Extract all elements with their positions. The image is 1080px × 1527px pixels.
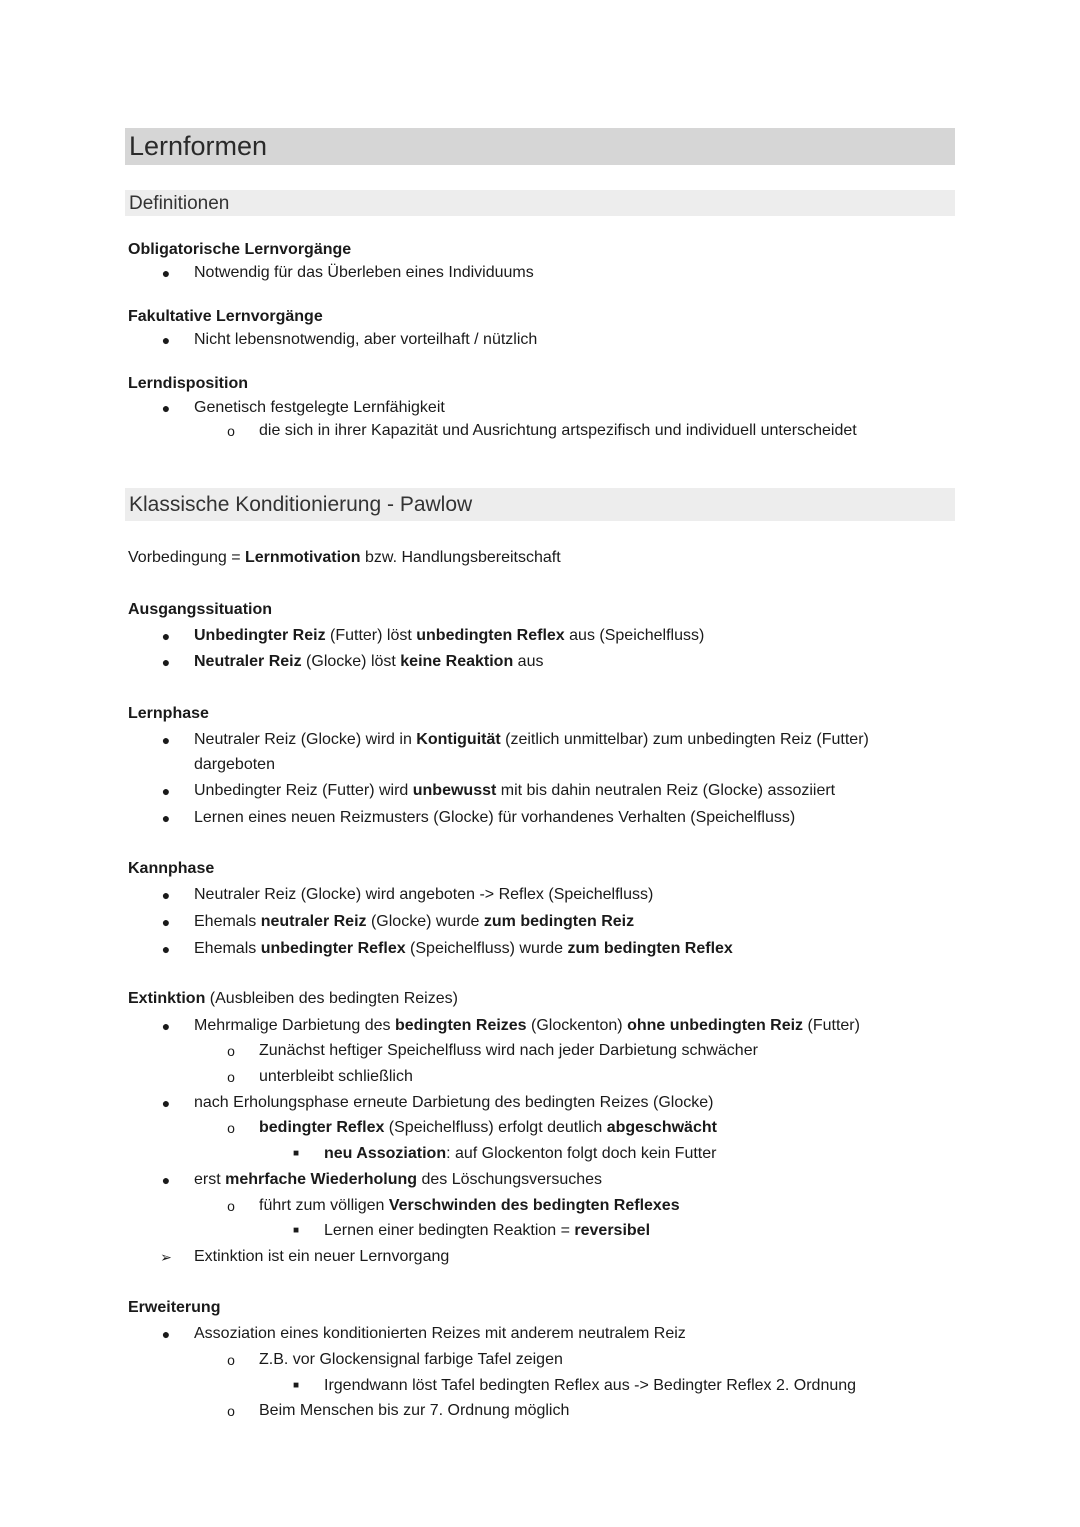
list-item: erst mehrfache Wiederholung des Löschungsversuches (194, 1171, 603, 1188)
list-subitem: führt zum völligen Verschwinden des bedingten Reflexes (259, 1197, 680, 1214)
list-item: Neutraler Reiz (Glocke) löst keine Reaktion aus (194, 653, 544, 670)
bullet-marker: ● (161, 941, 171, 957)
list-item: Genetisch festgelegte Lernfähigkeit (194, 399, 445, 416)
bullet-marker: ● (161, 1326, 171, 1342)
circle-marker: o (227, 1120, 235, 1136)
heading-erweiterung: Erweiterung (128, 1299, 221, 1316)
heading-lernphase: Lernphase (128, 705, 209, 722)
heading-lerndisposition: Lerndisposition (128, 375, 248, 392)
heading-fakultativ: Fakultative Lernvorgänge (128, 308, 323, 325)
square-marker: ■ (292, 1225, 300, 1236)
list-item-continuation: dargeboten (194, 756, 275, 773)
list-item: Unbedingter Reiz (Futter) wird unbewusst mit bis dahin neutralen Reiz (Glocke) assoziiert (194, 782, 836, 799)
bullet-marker: ● (161, 265, 171, 281)
bullet-marker: ● (161, 1095, 171, 1111)
heading-extinktion: Extinktion (Ausbleiben des bedingten Reizes) (128, 990, 458, 1007)
page-title: Lernformen (125, 128, 955, 165)
bullet-marker: ● (161, 732, 171, 748)
list-subsubitem: neu Assoziation: auf Glockenton folgt doch kein Futter (324, 1145, 717, 1162)
bullet-marker: ● (161, 783, 171, 799)
list-item: Notwendig für das Überleben eines Individuums (194, 264, 534, 281)
list-item: Nicht lebensnotwendig, aber vorteilhaft / nützlich (194, 331, 538, 348)
heading-obligatorisch: Obligatorische Lernvorgänge (128, 241, 352, 258)
bullet-marker: ● (161, 400, 171, 416)
circle-marker: o (227, 1198, 235, 1214)
list-subitem: Z.B. vor Glockensignal farbige Tafel zeigen (259, 1351, 563, 1368)
square-marker: ■ (292, 1380, 300, 1391)
list-item: Mehrmalige Darbietung des bedingten Reizes (Glockenton) ohne unbedingten Reiz (Futter) (194, 1017, 860, 1034)
list-subitem: die sich in ihrer Kapazität und Ausrichtung artspezifisch und individuell unterscheidet (259, 422, 857, 439)
bullet-marker: ● (161, 332, 171, 348)
list-item: Assoziation eines konditionierten Reizes mit anderem neutralem Reiz (194, 1325, 686, 1342)
list-subitem: Beim Menschen bis zur 7. Ordnung möglich (259, 1402, 570, 1419)
list-subsubitem: Irgendwann löst Tafel bedingten Reflex aus -> Bedingter Reflex 2. Ordnung (324, 1377, 857, 1394)
list-item: nach Erholungsphase erneute Darbietung des bedingten Reizes (Glocke) (194, 1094, 714, 1111)
circle-marker: o (227, 1069, 235, 1085)
circle-marker: o (227, 1352, 235, 1368)
bullet-marker: ● (161, 810, 171, 826)
bullet-marker: ● (161, 1172, 171, 1188)
list-item: Neutraler Reiz (Glocke) wird in Kontiguität (zeitlich unmittelbar) zum unbedingten Reiz (Futter) (194, 731, 869, 748)
bullet-marker: ● (161, 654, 171, 670)
list-item: Unbedingter Reiz (Futter) löst unbedingten Reflex aus (Speichelfluss) (194, 627, 705, 644)
heading-ausgangssituation: Ausgangssituation (128, 601, 273, 618)
list-subsubitem: Lernen einer bedingten Reaktion = reversibel (324, 1222, 651, 1239)
circle-marker: o (227, 423, 235, 439)
circle-marker: o (227, 1043, 235, 1059)
circle-marker: o (227, 1403, 235, 1419)
section-title-klassische-konditionierung: Klassische Konditionierung - Pawlow (125, 488, 955, 521)
heading-kannphase: Kannphase (128, 860, 215, 877)
list-item: Lernen eines neuen Reizmusters (Glocke) für vorhandenes Verhalten (Speichelfluss) (194, 809, 796, 826)
list-item: Neutraler Reiz (Glocke) wird angeboten -> Reflex (Speichelfluss) (194, 886, 654, 903)
list-subitem: bedingter Reflex (Speichelfluss) erfolgt deutlich abgeschwächt (259, 1119, 717, 1136)
list-item: Ehemals neutraler Reiz (Glocke) wurde zum bedingten Reiz (194, 913, 635, 930)
bullet-marker: ● (161, 1018, 171, 1034)
arrow-marker: ➢ (160, 1249, 172, 1265)
conclusion-item: Extinktion ist ein neuer Lernvorgang (194, 1248, 450, 1265)
square-marker: ■ (292, 1148, 300, 1159)
vorbedingung: Vorbedingung = Lernmotivation bzw. Handlungsbereitschaft (128, 549, 561, 566)
bullet-marker: ● (161, 887, 171, 903)
bullet-marker: ● (161, 914, 171, 930)
list-subitem: unterbleibt schließlich (259, 1068, 413, 1085)
list-item: Ehemals unbedingter Reflex (Speichelfluss) wurde zum bedingten Reflex (194, 940, 733, 957)
section-title-definitionen: Definitionen (125, 190, 955, 216)
list-subitem: Zunächst heftiger Speichelfluss wird nach jeder Darbietung schwächer (259, 1042, 758, 1059)
bullet-marker: ● (161, 628, 171, 644)
